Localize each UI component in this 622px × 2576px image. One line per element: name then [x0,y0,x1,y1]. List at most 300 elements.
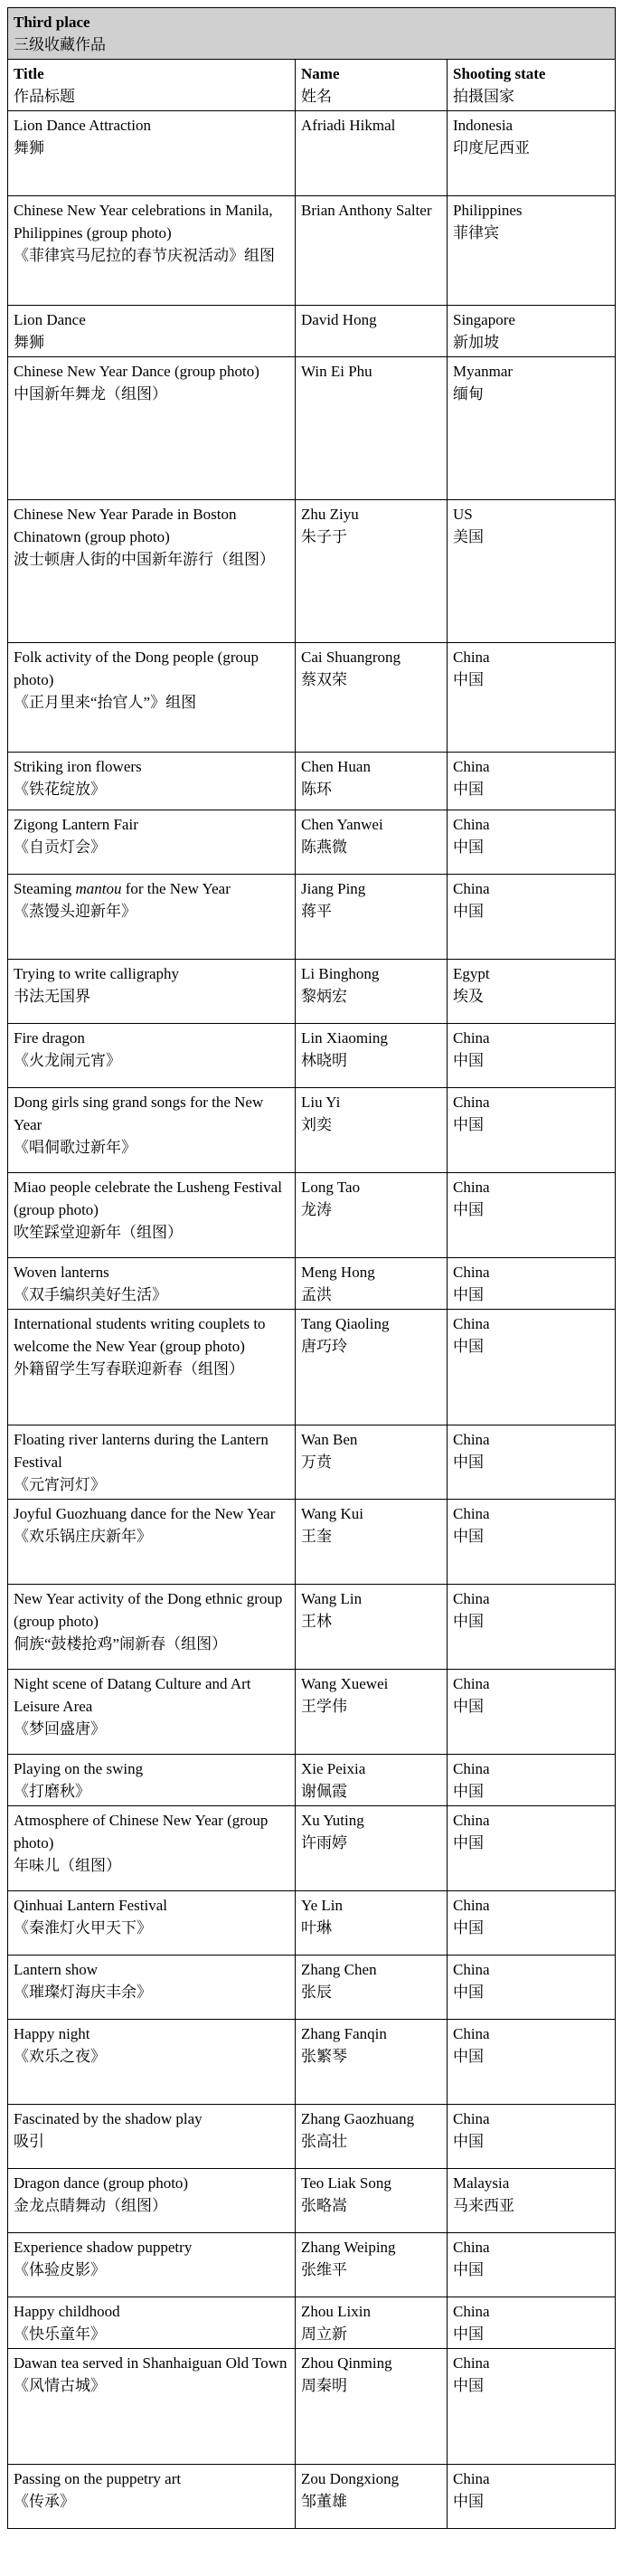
name-zh: 王学伟 [301,1698,347,1715]
country-zh: 中国 [453,2261,484,2278]
table-row [8,2169,616,2233]
country-en: China [453,1961,490,1978]
country-en: China [453,1315,490,1332]
name-en: Jiang Ping [301,880,366,897]
country-cell [448,960,616,1024]
header-country-zh: 拍摄国家 [453,88,514,105]
title-cell [8,306,296,357]
table-caption-row [8,8,616,60]
name-zh: 周秦明 [301,2377,347,2394]
country-en: China [453,1675,490,1692]
title-cell [8,2297,296,2349]
table-row [8,1310,616,1425]
country-zh: 中国 [453,1783,484,1800]
header-country [448,60,616,111]
header-country-en: Shooting state [453,65,546,82]
country-en: China [453,1812,490,1829]
title-en: Atmosphere of Chinese New Year (group photo) [14,1812,269,1852]
title-cell [8,960,296,1024]
name-cell [296,2020,448,2105]
title-en: Fascinated by the shadow play [14,2110,203,2127]
name-cell [296,2169,448,2233]
country-en: China [453,2025,490,2042]
table-caption [8,8,616,60]
name-en: Wang Kui [301,1505,363,1522]
country-en: China [453,1590,490,1607]
name-en: Win Ei Phu [301,363,372,380]
name-en: Lin Xiaoming [301,1029,388,1046]
country-cell [448,2020,616,2105]
name-cell [296,1173,448,1258]
country-zh: 中国 [453,1984,484,2001]
name-zh: 黎炳宏 [301,988,347,1005]
country-cell [448,196,616,306]
country-cell [448,875,616,960]
name-zh: 唐巧玲 [301,1338,347,1355]
title-zh: 外籍留学生写春联迎新春（组图） [14,1360,244,1378]
name-zh: 谢佩霞 [301,1783,347,1800]
table-row [8,500,616,643]
table-row [8,2105,616,2169]
country-zh: 中国 [453,2377,484,2394]
caption-zh: 三级收藏作品 [14,36,106,53]
title-cell [8,1891,296,1956]
title-cell [8,2465,296,2529]
country-cell [448,1173,616,1258]
country-cell [448,1806,616,1891]
name-en: Wan Ben [301,1431,358,1448]
title-zh: 《快乐童年》 [14,2325,106,2343]
country-cell [448,1670,616,1755]
name-zh: 邹董雄 [301,2493,347,2510]
name-zh: 陈燕微 [301,838,347,856]
title-zh: 《打磨秋》 [14,1783,90,1800]
name-cell [296,1425,448,1500]
title-cell [8,810,296,875]
title-cell [8,1585,296,1670]
title-en: Dragon dance (group photo) [14,2174,189,2192]
awards-table [7,7,616,2529]
title-en: Happy childhood [14,2303,120,2320]
name-en: Li Binghong [301,965,380,982]
country-zh: 中国 [453,2133,484,2150]
country-zh: 新加坡 [453,334,499,351]
table-row [8,111,616,196]
table-row [8,1891,616,1956]
country-zh: 中国 [453,1454,484,1471]
country-en: China [453,816,490,833]
country-en: China [453,1029,490,1046]
country-cell [448,2297,616,2349]
country-zh: 中国 [453,1834,484,1852]
name-zh: 王奎 [301,1528,332,1545]
country-cell [448,1956,616,2020]
title-en: Lantern show [14,1961,99,1978]
name-zh: 蒋平 [301,903,332,920]
title-zh: 吸引 [14,2133,44,2150]
country-en: China [453,649,490,666]
country-en: Indonesia [453,117,514,134]
title-zh: 书法无国界 [14,988,90,1005]
country-zh: 中国 [453,781,484,798]
name-cell [296,810,448,875]
country-cell [448,753,616,810]
table-row [8,306,616,357]
country-zh: 马来西亚 [453,2197,514,2214]
name-zh: 蔡双荣 [301,671,347,688]
country-zh: 菲律宾 [453,224,499,242]
country-zh: 埃及 [453,988,484,1005]
name-zh: 张繁琴 [301,2048,347,2065]
name-zh: 林晓明 [301,1052,347,1069]
country-cell [448,1310,616,1425]
title-zh: 《双手编织美好生活》 [14,1286,167,1303]
title-en: Striking iron flowers [14,758,142,775]
name-cell [296,1891,448,1956]
country-cell [448,1088,616,1173]
name-zh: 龙涛 [301,1201,332,1218]
country-en: China [453,1264,490,1281]
title-en-suffix: for the New Year [121,880,231,897]
name-en: Wang Xuewei [301,1675,389,1692]
table-row [8,643,616,753]
name-cell [296,1088,448,1173]
country-cell [448,2465,616,2529]
title-cell [8,643,296,753]
name-en: Zhang Chen [301,1961,377,1978]
title-en: Lion Dance Attraction [14,117,152,134]
country-en: China [453,1760,490,1777]
title-en: Chinese New Year Dance (group photo) [14,363,259,380]
header-title [8,60,296,111]
country-en: US [453,506,473,523]
header-title-zh: 作品标题 [14,88,75,105]
country-zh: 中国 [453,1052,484,1069]
table-row [8,1024,616,1088]
name-zh: 朱子于 [301,528,347,545]
title-zh: 《正月里来“抬官人”》组图 [14,694,197,711]
header-name-zh: 姓名 [301,88,332,105]
title-zh: 《梦回盛唐》 [14,1720,106,1738]
title-cell [8,1670,296,1755]
country-en: Philippines [453,202,523,219]
country-cell [448,1024,616,1088]
name-en: Xu Yuting [301,1812,364,1829]
title-cell [8,1258,296,1310]
title-cell [8,2020,296,2105]
table-row [8,2297,616,2349]
title-zh: 《欢乐之夜》 [14,2048,106,2065]
title-cell [8,2233,296,2297]
title-en: Dong girls sing grand songs for the New Year [14,1094,264,1133]
name-en: Chen Yanwei [301,816,383,833]
country-en: China [453,2110,490,2127]
table-row [8,960,616,1024]
title-en: Woven lanterns [14,1264,109,1281]
title-en: Chinese New Year celebrations in Manila, Philippines (group photo) [14,202,273,242]
country-en: China [453,1094,490,1111]
table-row [8,1500,616,1585]
country-en: China [453,758,490,775]
table-body [8,111,616,2529]
name-zh: 张略嵩 [301,2197,347,2214]
title-en: Zigong Lantern Fair [14,816,138,833]
country-en: China [453,1897,490,1914]
country-cell [448,2105,616,2169]
name-zh: 许雨婷 [301,1834,347,1852]
table-row [8,2465,616,2529]
title-en: Miao people celebrate the Lusheng Festival (group photo) [14,1179,282,1218]
name-en: Afriadi Hikmal [301,117,396,134]
name-en: Zhang Fanqin [301,2025,387,2042]
title-zh: 年味儿（组图） [14,1857,121,1874]
country-en: China [453,880,490,897]
name-cell [296,960,448,1024]
country-zh: 印度尼西亚 [453,139,530,156]
name-en: Cai Shuangrong [301,649,401,666]
name-en: Long Tao [301,1179,361,1196]
country-en: Myanmar [453,363,514,380]
name-en: Chen Huan [301,758,371,775]
title-zh: 《传承》 [14,2493,75,2510]
title-zh: 波士顿唐人街的中国新年游行（组图） [14,551,275,568]
country-zh: 美国 [453,528,484,545]
name-en: Xie Peixia [301,1760,366,1777]
country-cell [448,306,616,357]
country-zh: 中国 [453,1919,484,1937]
country-zh: 中国 [453,1528,484,1545]
name-en: Teo Liak Song [301,2174,391,2192]
name-zh: 刘奕 [301,1116,332,1133]
country-zh: 中国 [453,903,484,920]
country-en: China [453,2239,490,2256]
name-en: Zou Dongxiong [301,2470,400,2487]
title-cell [8,2169,296,2233]
title-zh: 《体验皮影》 [14,2261,106,2278]
title-cell [8,357,296,500]
name-en: Liu Yi [301,1094,341,1111]
name-cell [296,306,448,357]
name-zh: 叶琳 [301,1919,332,1937]
title-en: Chinese New Year Parade in Boston Chinatown (group photo) [14,506,237,545]
country-en: Singapore [453,311,515,328]
name-zh: 陈环 [301,781,332,798]
title-en: Night scene of Datang Culture and Art Leisure Area [14,1675,251,1715]
name-cell [296,1500,448,1585]
country-zh: 中国 [453,2493,484,2510]
table-row [8,196,616,306]
title-en: Joyful Guozhuang dance for the New Year [14,1505,276,1522]
title-en: Folk activity of the Dong people (group photo) [14,649,259,688]
title-en: Floating river lanterns during the Lantern Festival [14,1431,269,1471]
table-row [8,1585,616,1670]
country-en: China [453,2303,490,2320]
table-row [8,2349,616,2465]
name-zh: 张高壮 [301,2133,347,2150]
table-row [8,1755,616,1806]
title-cell [8,1425,296,1500]
name-cell [296,2297,448,2349]
table-row [8,1956,616,2020]
name-zh: 张辰 [301,1984,332,2001]
name-en: Brian Anthony Salter [301,202,432,219]
country-cell [448,1500,616,1585]
country-en: Malaysia [453,2174,510,2192]
country-cell [448,2169,616,2233]
country-zh: 中国 [453,838,484,856]
table-row [8,1806,616,1891]
name-cell [296,2233,448,2297]
title-en: Experience shadow puppetry [14,2239,193,2256]
country-zh: 缅甸 [453,385,484,402]
title-en: Happy night [14,2025,90,2042]
country-zh: 中国 [453,1613,484,1630]
name-en: David Hong [301,311,377,328]
title-zh: 《铁花绽放》 [14,781,106,798]
country-zh: 中国 [453,2325,484,2343]
name-cell [296,2349,448,2465]
country-en: China [453,1431,490,1448]
name-en: Zhang Weiping [301,2239,396,2256]
title-cell [8,753,296,810]
title-zh: 吹笙踩堂迎新年（组图） [14,1224,183,1241]
title-zh: 《欢乐锅庄庆新年》 [14,1528,152,1545]
title-zh: 《唱侗歌过新年》 [14,1139,137,1156]
name-en: Ye Lin [301,1897,343,1914]
country-zh: 中国 [453,1286,484,1303]
title-zh: 《火龙闹元宵》 [14,1052,121,1069]
name-en: Zhou Lixin [301,2303,371,2320]
title-zh: 《蒸馒头迎新年》 [14,903,137,920]
name-cell [296,1755,448,1806]
title-zh: 《璀璨灯海庆丰余》 [14,1984,152,2001]
title-cell [8,500,296,643]
title-cell [8,875,296,960]
country-cell [448,1258,616,1310]
document [7,7,615,2529]
title-cell [8,1088,296,1173]
title-cell [8,196,296,306]
caption-en: Third place [14,14,90,31]
title-en-prefix: Steaming [14,880,76,897]
country-en: China [453,1179,490,1196]
title-en: Passing on the puppetry art [14,2470,182,2487]
title-en: Trying to write calligraphy [14,965,180,982]
title-cell [8,1755,296,1806]
title-en: Playing on the swing [14,1760,144,1777]
country-zh: 中国 [453,1116,484,1133]
name-cell [296,500,448,643]
name-cell [296,2105,448,2169]
title-zh: 《风情古城》 [14,2377,106,2394]
country-cell [448,810,616,875]
name-en: Zhou Qinming [301,2354,392,2372]
name-cell [296,1258,448,1310]
title-zh: 舞狮 [14,139,44,156]
name-en: Tang Qiaoling [301,1315,390,1332]
header-name [296,60,448,111]
title-zh: 侗族“鼓楼抢鸡”闹新春（组图） [14,1635,228,1653]
title-cell [8,2105,296,2169]
name-en: Zhang Gaozhuang [301,2110,415,2127]
table-row [8,875,616,960]
title-cell [8,1806,296,1891]
country-cell [448,1425,616,1500]
title-en: Qinhuai Lantern Festival [14,1897,167,1914]
name-cell [296,875,448,960]
country-cell [448,111,616,196]
country-cell [448,2233,616,2297]
name-zh: 孟洪 [301,1286,332,1303]
table-row [8,2020,616,2105]
title-zh: 中国新年舞龙（组图） [14,385,167,402]
name-en: Zhu Ziyu [301,506,359,523]
country-cell [448,643,616,753]
header-name-en: Name [301,65,340,82]
country-cell [448,1891,616,1956]
title-zh: 《秦淮灯火甲天下》 [14,1919,152,1937]
name-en: Meng Hong [301,1264,375,1281]
country-cell [448,1585,616,1670]
title-cell [8,1024,296,1088]
title-zh: 《自贡灯会》 [14,838,106,856]
name-cell [296,357,448,500]
table-row [8,753,616,810]
country-en: China [453,2470,490,2487]
title-en: International students writing couplets to welcome the New Year (group photo) [14,1315,266,1355]
name-cell [296,1024,448,1088]
header-title-en: Title [14,65,44,82]
name-zh: 王林 [301,1613,332,1630]
country-cell [448,357,616,500]
title-en-italic: mantou [75,880,122,897]
name-cell [296,1806,448,1891]
title-cell [8,2349,296,2465]
table-row [8,1425,616,1500]
country-cell [448,1755,616,1806]
name-cell [296,1670,448,1755]
name-cell [296,643,448,753]
country-zh: 中国 [453,2048,484,2065]
title-en: Dawan tea served in Shanhaiguan Old Town [14,2354,287,2372]
name-zh: 张维平 [301,2261,347,2278]
table-row [8,1670,616,1755]
title-cell [8,111,296,196]
country-en: China [453,1505,490,1522]
title-zh: 舞狮 [14,334,44,351]
name-cell [296,111,448,196]
name-zh: 周立新 [301,2325,347,2343]
title-cell [8,1173,296,1258]
table-row [8,357,616,500]
name-cell [296,1956,448,2020]
country-zh: 中国 [453,671,484,688]
name-cell [296,753,448,810]
table-header-row [8,60,616,111]
table-row [8,1173,616,1258]
title-cell [8,1956,296,2020]
name-en: Wang Lin [301,1590,363,1607]
country-en: China [453,2354,490,2372]
title-zh: 金龙点睛舞动（组图） [14,2197,167,2214]
table-row [8,2233,616,2297]
title-en: Lion Dance [14,311,86,328]
title-en: New Year activity of the Dong ethnic group (group photo) [14,1590,283,1630]
table-row [8,1258,616,1310]
name-cell [296,1585,448,1670]
title-en [14,877,289,900]
table-row [8,1088,616,1173]
